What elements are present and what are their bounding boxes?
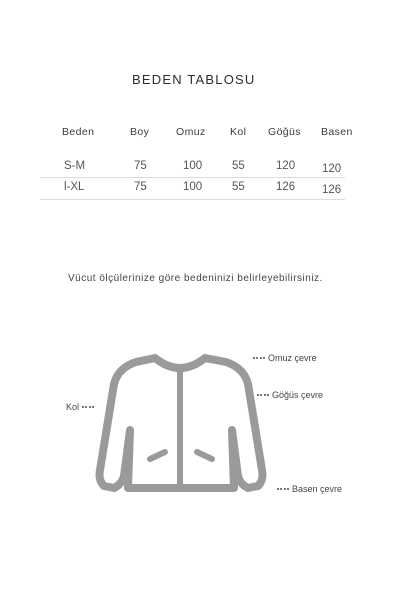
cell-boy: 75 bbox=[134, 181, 147, 193]
header-kol: Kol bbox=[230, 126, 247, 138]
size-guide-note: Vücut ölçülerinize göre bedeninizi belirleyebilirsiniz. bbox=[68, 273, 323, 284]
table-row bbox=[40, 181, 360, 201]
garment-figure bbox=[0, 340, 400, 510]
basen-label: Basen çevre bbox=[292, 484, 343, 494]
header-basen: Basen bbox=[321, 126, 353, 138]
cell-boy: 75 bbox=[134, 160, 147, 172]
callout-basen bbox=[274, 484, 342, 494]
cell-beden: S-M bbox=[64, 160, 86, 172]
cell-basen: 120 bbox=[322, 163, 342, 175]
left-pocket bbox=[150, 452, 165, 459]
cell-kol: 55 bbox=[232, 160, 245, 172]
table-header-row bbox=[40, 126, 360, 146]
dotted-leader bbox=[82, 406, 94, 408]
cell-kol: 55 bbox=[232, 181, 245, 193]
cell-gogus: 120 bbox=[276, 160, 296, 172]
right-pocket bbox=[197, 452, 212, 459]
cell-omuz: 100 bbox=[183, 181, 203, 193]
callout-omuz bbox=[250, 353, 317, 363]
row-divider bbox=[40, 199, 345, 200]
page-title: BEDEN TABLOSU bbox=[132, 72, 256, 87]
callout-gogus bbox=[254, 390, 323, 400]
dotted-leader bbox=[253, 357, 265, 359]
cell-beden: l-XL bbox=[64, 181, 85, 193]
cell-gogus: 126 bbox=[276, 181, 296, 193]
callout-kol bbox=[66, 402, 97, 412]
dotted-leader bbox=[257, 394, 269, 396]
cell-basen: 126 bbox=[322, 184, 342, 196]
kol-label: Kol bbox=[66, 402, 80, 412]
omuz-label: Omuz çevre bbox=[268, 353, 317, 363]
row-divider bbox=[40, 177, 345, 178]
dotted-leader bbox=[277, 488, 289, 490]
header-boy: Boy bbox=[130, 126, 150, 138]
header-beden: Beden bbox=[62, 126, 95, 138]
gogus-label: Göğüs çevre bbox=[272, 390, 324, 400]
header-gogus: Göğüs bbox=[268, 126, 301, 138]
header-omuz: Omuz bbox=[176, 126, 206, 138]
cell-omuz: 100 bbox=[183, 160, 203, 172]
